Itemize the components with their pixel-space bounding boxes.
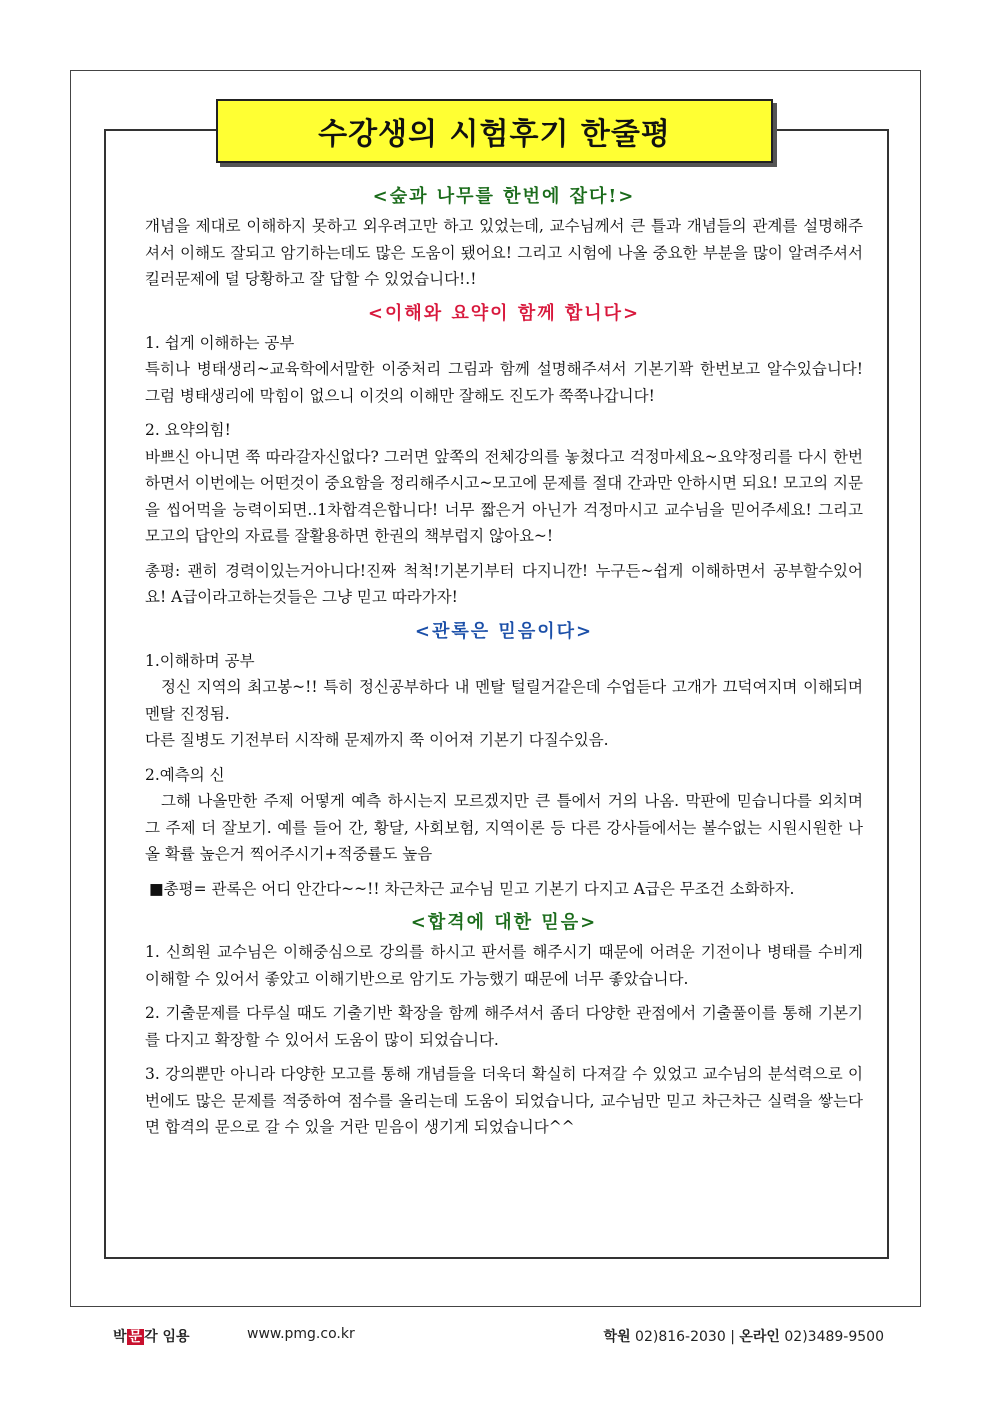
item-title: 2. 요약의힘! [145,421,231,439]
review-content [145,176,863,1141]
contact-info: 학원 02)816-2030 | 온라인 02)3489-9500 [603,1329,884,1345]
paragraph: 그해 나올만한 주제 어떻게 예측 하시는지 모르겠지만 큰 틀에서 거의 나옴. 막판에 믿습니다를 외치며 그 주제 더 잘보기. 예를 들어 간, 황달, 사회보험, 지역이론 등 다른 강사들에서는 볼수없는 시원시원한 나올 확률 높은거 찍어주시기+적중률도 높음 [145,792,863,863]
paragraph: 다른 질병도 기전부터 시작해 문제까지 쭉 이어져 기본기 다질수있음. [145,731,609,749]
paragraph: 1. 신희원 교수님은 이해중심으로 강의를 하시고 판서를 해주시기 때문에 어려운 기전이나 병태를 수비게 이해할 수 있어서 좋았고 이해기반으로 암기도 가능했기 때문에 너무 좋았습니다. [145,943,863,988]
summary: 총평: 괜히 경력이있는거아니다!진짜 척척!기본기부터 다지니깐! 누구든~쉽게 이해하면서 공부할수있어요! A급이라고하는것들은 그냥 믿고 따라가자! [145,561,863,606]
paragraph: 2. 기출문제를 다루실 때도 기출기반 확장을 함께 해주셔서 좀더 다양한 관점에서 기출풀이를 통해 기본기를 다지고 확장할 수 있어서 도움이 많이 되었습니다. [145,1004,863,1049]
paragraph: 정신 지역의 최고봉~!! 특히 정신공부하다 내 멘탈 털릴거같은데 수업듣다 고개가 끄덕여지며 이해되며 멘탈 진정됨. [145,678,863,723]
paragraph: 특히나 병태생리~교육학에서말한 이중처리 그림과 함께 설명해주셔서 기본기꽉 한번보고 알수있습니다! 그럼 병태생리에 막힘이 없으니 이것의 이해만 잘해도 진도가 쭉쭉나갑니다! [145,360,863,405]
title-banner [216,99,773,163]
summary: ■총평= 관록은 어디 안간다~~!! 차근차근 교수님 믿고 기본기 다지고 A급은 무조건 소화하자. [149,879,795,898]
section-heading: <이해와 요약이 함께 합니다> [367,302,641,324]
section-heading: <관록은 믿음이다> [414,620,594,642]
section-3 [145,617,863,903]
page-title: 수강생의 시험후기 한줄평 [318,117,671,152]
section-heading: <합격에 대한 믿음> [410,912,598,933]
publisher-logo: 박 문 각 임용 [113,1329,190,1345]
section-2 [145,299,863,611]
item-title: 2.예측의 신 [145,765,225,784]
item-title: 1. 쉽게 이해하는 공부 [145,333,295,352]
section-heading: <숲과 나무를 한번에 잡다!> [372,186,636,207]
paragraph: 개념을 제대로 이해하지 못하고 외우려고만 하고 있었는데, 교수님께서 큰 틀과 개념들의 관계를 설명해주셔서 이해도 잘되고 암기하는데도 많은 도움이 됐어요! 그리고 시험에 나올 중요한 부분을 많이 알려주셔서 킬러문제에 덜 당황하고 잘 답할 수 있었습니다!.! [145,217,863,288]
paragraph: 바쁘신 아니면 쭉 따라갈자신없다? 그러면 앞쪽의 전체강의를 놓쳤다고 걱정마세요~요약정리를 다시 한번 하면서 이번에는 어떤것이 중요함을 정리해주시고~모고에 문제를 절대 간과만 안하시면 되요! 모고의 지문을 씹어먹을 능력이되면..1차합격은합니다! 너무 짧은거 아닌가 걱정마시고 교수님을 믿어주세요! 그리고 모고의 답안의 자료를 잘활용하면 한권의 책부럽지 않아요~! [145,447,863,545]
website-url[interactable]: www.pmg.co.kr [247,1326,355,1342]
item-title: 1.이해하며 공부 [145,651,255,670]
paragraph: 3. 강의뿐만 아니라 다양한 모고를 통해 개념들을 더욱더 확실히 다져갈 수 있었고 교수님의 분석력으로 이번에도 많은 문제를 적중하여 점수를 올리는데 도움이 되었습니다, 교수님만 믿고 차근차근 실력을 쌓는다면 합격의 문으로 갈 수 있을 거란 믿음이 생기게 되었습니다^^ [145,1065,863,1136]
section-1 [145,182,863,293]
section-4 [145,908,863,1141]
page-footer [0,1320,992,1350]
